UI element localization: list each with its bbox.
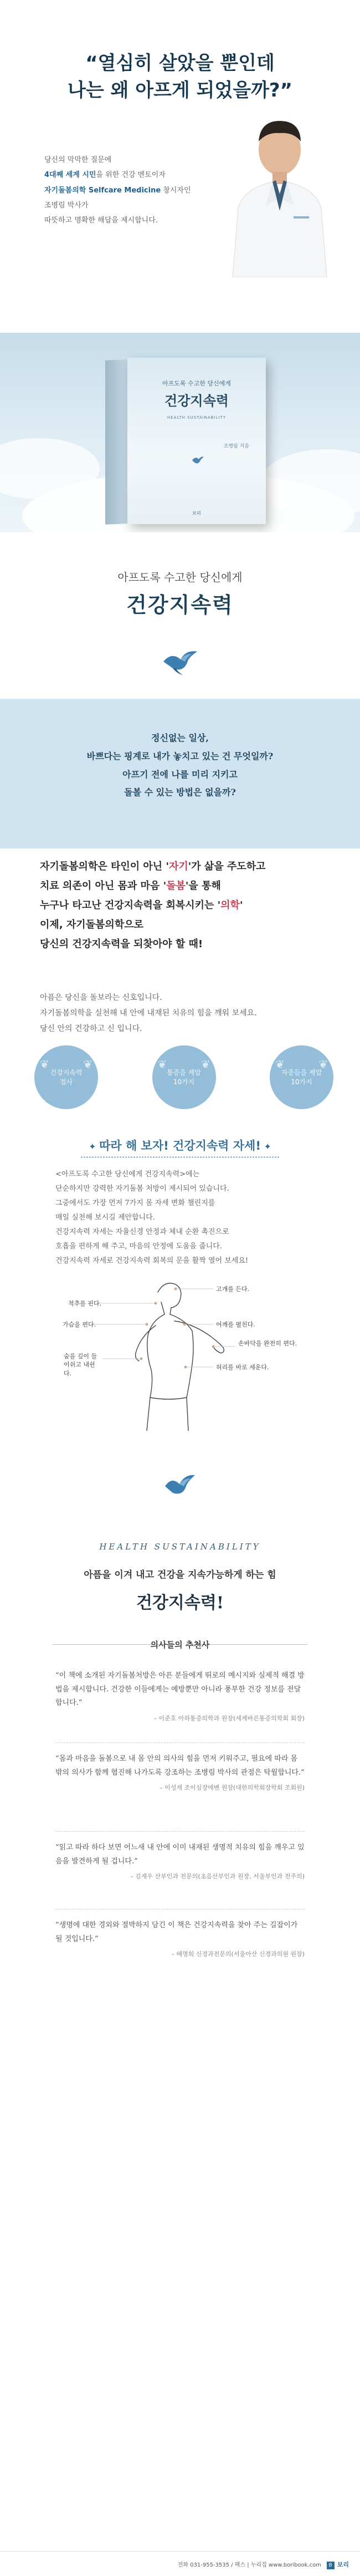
hero-quote-line1: “열심히 살았을 뿐인데 [85, 52, 275, 74]
intro-text: 당신의 건강지속력을 되찾아야 할 때! [40, 938, 203, 951]
hero-body-text: 당신의 막막한 질문에 [44, 156, 112, 164]
intro-red-text: 자기 [168, 861, 188, 872]
hero-body-highlight: 4대째 세계 시민 [44, 171, 96, 180]
badge-row [34, 1045, 333, 1109]
bird-icon [161, 646, 199, 679]
follow-header [0, 1137, 360, 1157]
intro-strong-line [40, 934, 328, 954]
follow-line: 그중에서도 가장 먼저 7가지 몸 자세 변화 챌린지를 [55, 1199, 215, 1207]
recommendation-separator [55, 1831, 305, 1832]
achievement-badge [34, 1045, 98, 1109]
logo-mark-icon: B [327, 2562, 335, 2569]
health-section [0, 1431, 360, 2021]
hero-body-line [44, 198, 210, 213]
hero-quote [0, 50, 360, 105]
hero-body-highlight: 자기돌봄의학 Selfcare Medicine [44, 186, 161, 195]
laurel-icon: ❦ [40, 1058, 49, 1071]
badge-line1: 통증을 제압 [167, 1068, 201, 1076]
footer [0, 2551, 360, 2576]
hero-body-line [44, 183, 210, 198]
health-subtitle: 아픔을 이겨 내고 건강을 지속가능하게 하는 힘 [84, 1569, 276, 1581]
follow-line: 단순하지만 강력한 자기돌봄 처방이 제시되어 있습니다. [55, 1185, 229, 1193]
intro-text: 자기돌봄의학은 타인이 아닌 ' [40, 861, 169, 872]
title-main: 건강지속력 [126, 592, 234, 617]
intro-strong-text [40, 857, 328, 954]
recommendation-quote: “생명에 대한 경외와 절박하지 담긴 이 책은 건강지속력을 찾아 주는 길잡이가 될 것입니다.” [55, 1921, 298, 1943]
hero-body-line [44, 213, 210, 228]
logo-text: 보리 [337, 2561, 349, 2568]
intro-strong-line [40, 896, 328, 915]
label-back: 어깨를 펼친다. [216, 1321, 255, 1328]
recommendation-quote: “이 책에 소개된 자기돌봄처방은 아픈 분들에게 뛰로의 메시지와 실제적 해결 방법을 제시합니다. 건강한 이들에게는 예방뿐만 아니라 풍부한 건강 정보를 전달합니다.” [55, 1671, 305, 1708]
recommendation-title: 의사들의 추천사 [150, 1640, 210, 1650]
doctor-photo [222, 111, 338, 277]
label-breath: 숨을 깊이 들이쉬고 내쉰다. [64, 1353, 97, 1377]
book-section [0, 333, 360, 532]
intro-text: ' [239, 900, 243, 912]
recommendation-author: – 이준호 아하통증의학과 원장(세계바른통증의학회 회장) [153, 1715, 305, 1723]
hero-body-text: 조병림 박사가 [44, 201, 89, 210]
follow-title [81, 1137, 279, 1157]
hero-body-line [44, 153, 210, 167]
recommendation-author: – 이성재 조이심장에벤 원장(대한의학회장학회 조회원) [160, 1784, 305, 1792]
question-band [0, 699, 360, 848]
intro-normal-line: 자기돌봄의학을 실천해 내 안에 내재된 치유의 힘을 깨워 보세요. [40, 1009, 257, 1018]
intro-strong-line [40, 876, 328, 896]
intro-normal-line: 아픔은 당신을 돌보라는 신호입니다. [40, 993, 162, 1002]
badge-line2: 10가지 [291, 1078, 312, 1086]
recommendation [55, 1841, 305, 1881]
sparkle-icon: ✦ [260, 1141, 271, 1152]
laurel-icon: ❦ [83, 1058, 92, 1071]
recommendation-author: – 배명희 신경과전문의(서울아산 신경과의원 원장) [171, 1950, 305, 1958]
laurel-icon: ❦ [157, 1058, 167, 1071]
badge-line1: 건강지속력 [50, 1068, 83, 1076]
book-publisher: 보리 [192, 511, 201, 516]
badge-line2: 접사 [59, 1078, 73, 1086]
bird-icon [191, 455, 204, 468]
intro-red-text: 돌봄 [166, 880, 186, 892]
follow-line: 호흡을 편하게 해 주고, 마음의 안정에 도움을 줍니다. [55, 1242, 222, 1251]
follow-line: 건강지속력 자세로 건강지속력 회복의 문을 활짝 열어 보세요! [55, 1257, 249, 1265]
recommendation [55, 1919, 305, 1958]
recommendation [55, 1669, 305, 1723]
intro-strong-line [40, 915, 328, 934]
laurel-icon: ❦ [200, 1058, 210, 1071]
sparkle-icon: ✦ [89, 1141, 100, 1152]
intro-section [0, 848, 360, 1431]
follow-line: 건강지속력 자세는 자율신경 안정과 체내 순환 촉진으로 [55, 1228, 229, 1236]
intro-normal-line: 당신 안의 건강하고 신 입니다. [40, 1024, 142, 1033]
follow-line: 매일 실천해 보시길 제안합니다. [55, 1213, 155, 1222]
recommendation-author: – 김재우 산부인과 전문의(초음산부인과 원장, 서울부인과 전주의) [130, 1873, 305, 1881]
book-author: 조병림 지음 [223, 444, 249, 449]
hero-quote-line2: 나는 왜 아프게 되었을까?” [67, 79, 293, 102]
footer-contact: 전화 031-955-3535 / 팩스 | 누리집 www.boribook.com [177, 2562, 321, 2568]
question-lines [0, 729, 360, 802]
intro-red-text: 의학 [220, 900, 240, 912]
health-english: HEALTH SUSTAINABILITY [99, 1542, 261, 1552]
question-line: 아프기 전에 나를 미리 지키고 [122, 769, 238, 780]
hero-body-text: 을 위한 건강 멘토이자 [96, 171, 166, 180]
posture-figure [47, 1270, 313, 1442]
intro-text: 치료 의존이 아닌 몸과 마음 ' [40, 880, 167, 892]
book-front [127, 358, 266, 524]
follow-line: <아프도록 수고한 당신에게 건강지속력>에는 [55, 1170, 200, 1178]
laurel-icon: ❦ [275, 1058, 285, 1071]
follow-title-text: 따라 해 보자! 건강지속력 자세! [99, 1139, 261, 1152]
achievement-badge [270, 1045, 333, 1109]
recommendation-separator [55, 1742, 305, 1743]
badge-line1: 자증들을 제압 [281, 1068, 322, 1076]
health-title: 건강지속력! [136, 1593, 224, 1613]
follow-body [55, 1167, 310, 1268]
label-chin: 고개를 든다. [216, 1286, 250, 1293]
question-line: 돌볼 수 있는 방법은 없을까? [124, 787, 236, 798]
bird-icon [163, 1470, 197, 1503]
label-shoulder: 가슴을 편다. [63, 1321, 96, 1328]
publisher-logo [327, 2558, 349, 2569]
intro-strong-line [40, 857, 328, 876]
title-section [0, 532, 360, 699]
intro-normal-text [40, 990, 328, 1037]
intro-text: 이제, 자기돌봄의학으로 [40, 919, 143, 931]
title-subtitle: 아프도록 수고한 당신에게 [117, 571, 243, 584]
label-chest: 척추를 핀다. [68, 1300, 102, 1307]
intro-text: '가 삶을 주도하고 [188, 861, 266, 872]
label-waist: 허리를 바로 세운다. [216, 1364, 269, 1371]
laurel-icon: ❦ [318, 1058, 328, 1071]
hero-body-line [44, 167, 210, 182]
hero-section [0, 0, 360, 333]
recommendation-quote: “읽고 따라 하다 보면 어느새 내 안에 이미 내재된 생명적 치유의 힘을 깨우고 있음을 발견하게 될 겁니다.” [55, 1843, 305, 1866]
label-arm: 손바닥을 완전히 편다. [238, 1340, 297, 1347]
question-line: 정신없는 일상, [151, 733, 209, 743]
book-subtitle: 아프도록 수고한 당신에게 [162, 380, 231, 387]
recommendation [55, 1752, 305, 1792]
recommendation-quote: “몸과 마음을 돌봄으로 내 몸 안의 의사의 힘을 먼저 키워주고, 필요에 따라 몸 밖의 의사가 함께 협진해 나가도록 강조하는 조병림 박사의 관점은 탁월합니다.” [55, 1755, 305, 1777]
intro-text: 누구나 타고난 건강지속력을 회복시키는 ' [40, 900, 221, 912]
book-cover [105, 358, 266, 524]
book-spine [105, 359, 127, 524]
question-line: 바쁘다는 핑계로 내가 놓치고 있는 건 무엇일까? [86, 750, 274, 761]
book-title: 건강지속력 [164, 393, 229, 409]
hero-body-text: 따뜻하고 명확한 해답을 제시합니다. [44, 216, 158, 225]
book-english: HEALTH SUSTAINABILITY [167, 415, 227, 420]
hero-body-text: 창시자인 [161, 186, 191, 195]
achievement-badge [152, 1045, 216, 1109]
hero-body [44, 153, 210, 228]
intro-text: '을 통해 [185, 880, 221, 892]
badge-line2: 10가지 [173, 1078, 195, 1086]
